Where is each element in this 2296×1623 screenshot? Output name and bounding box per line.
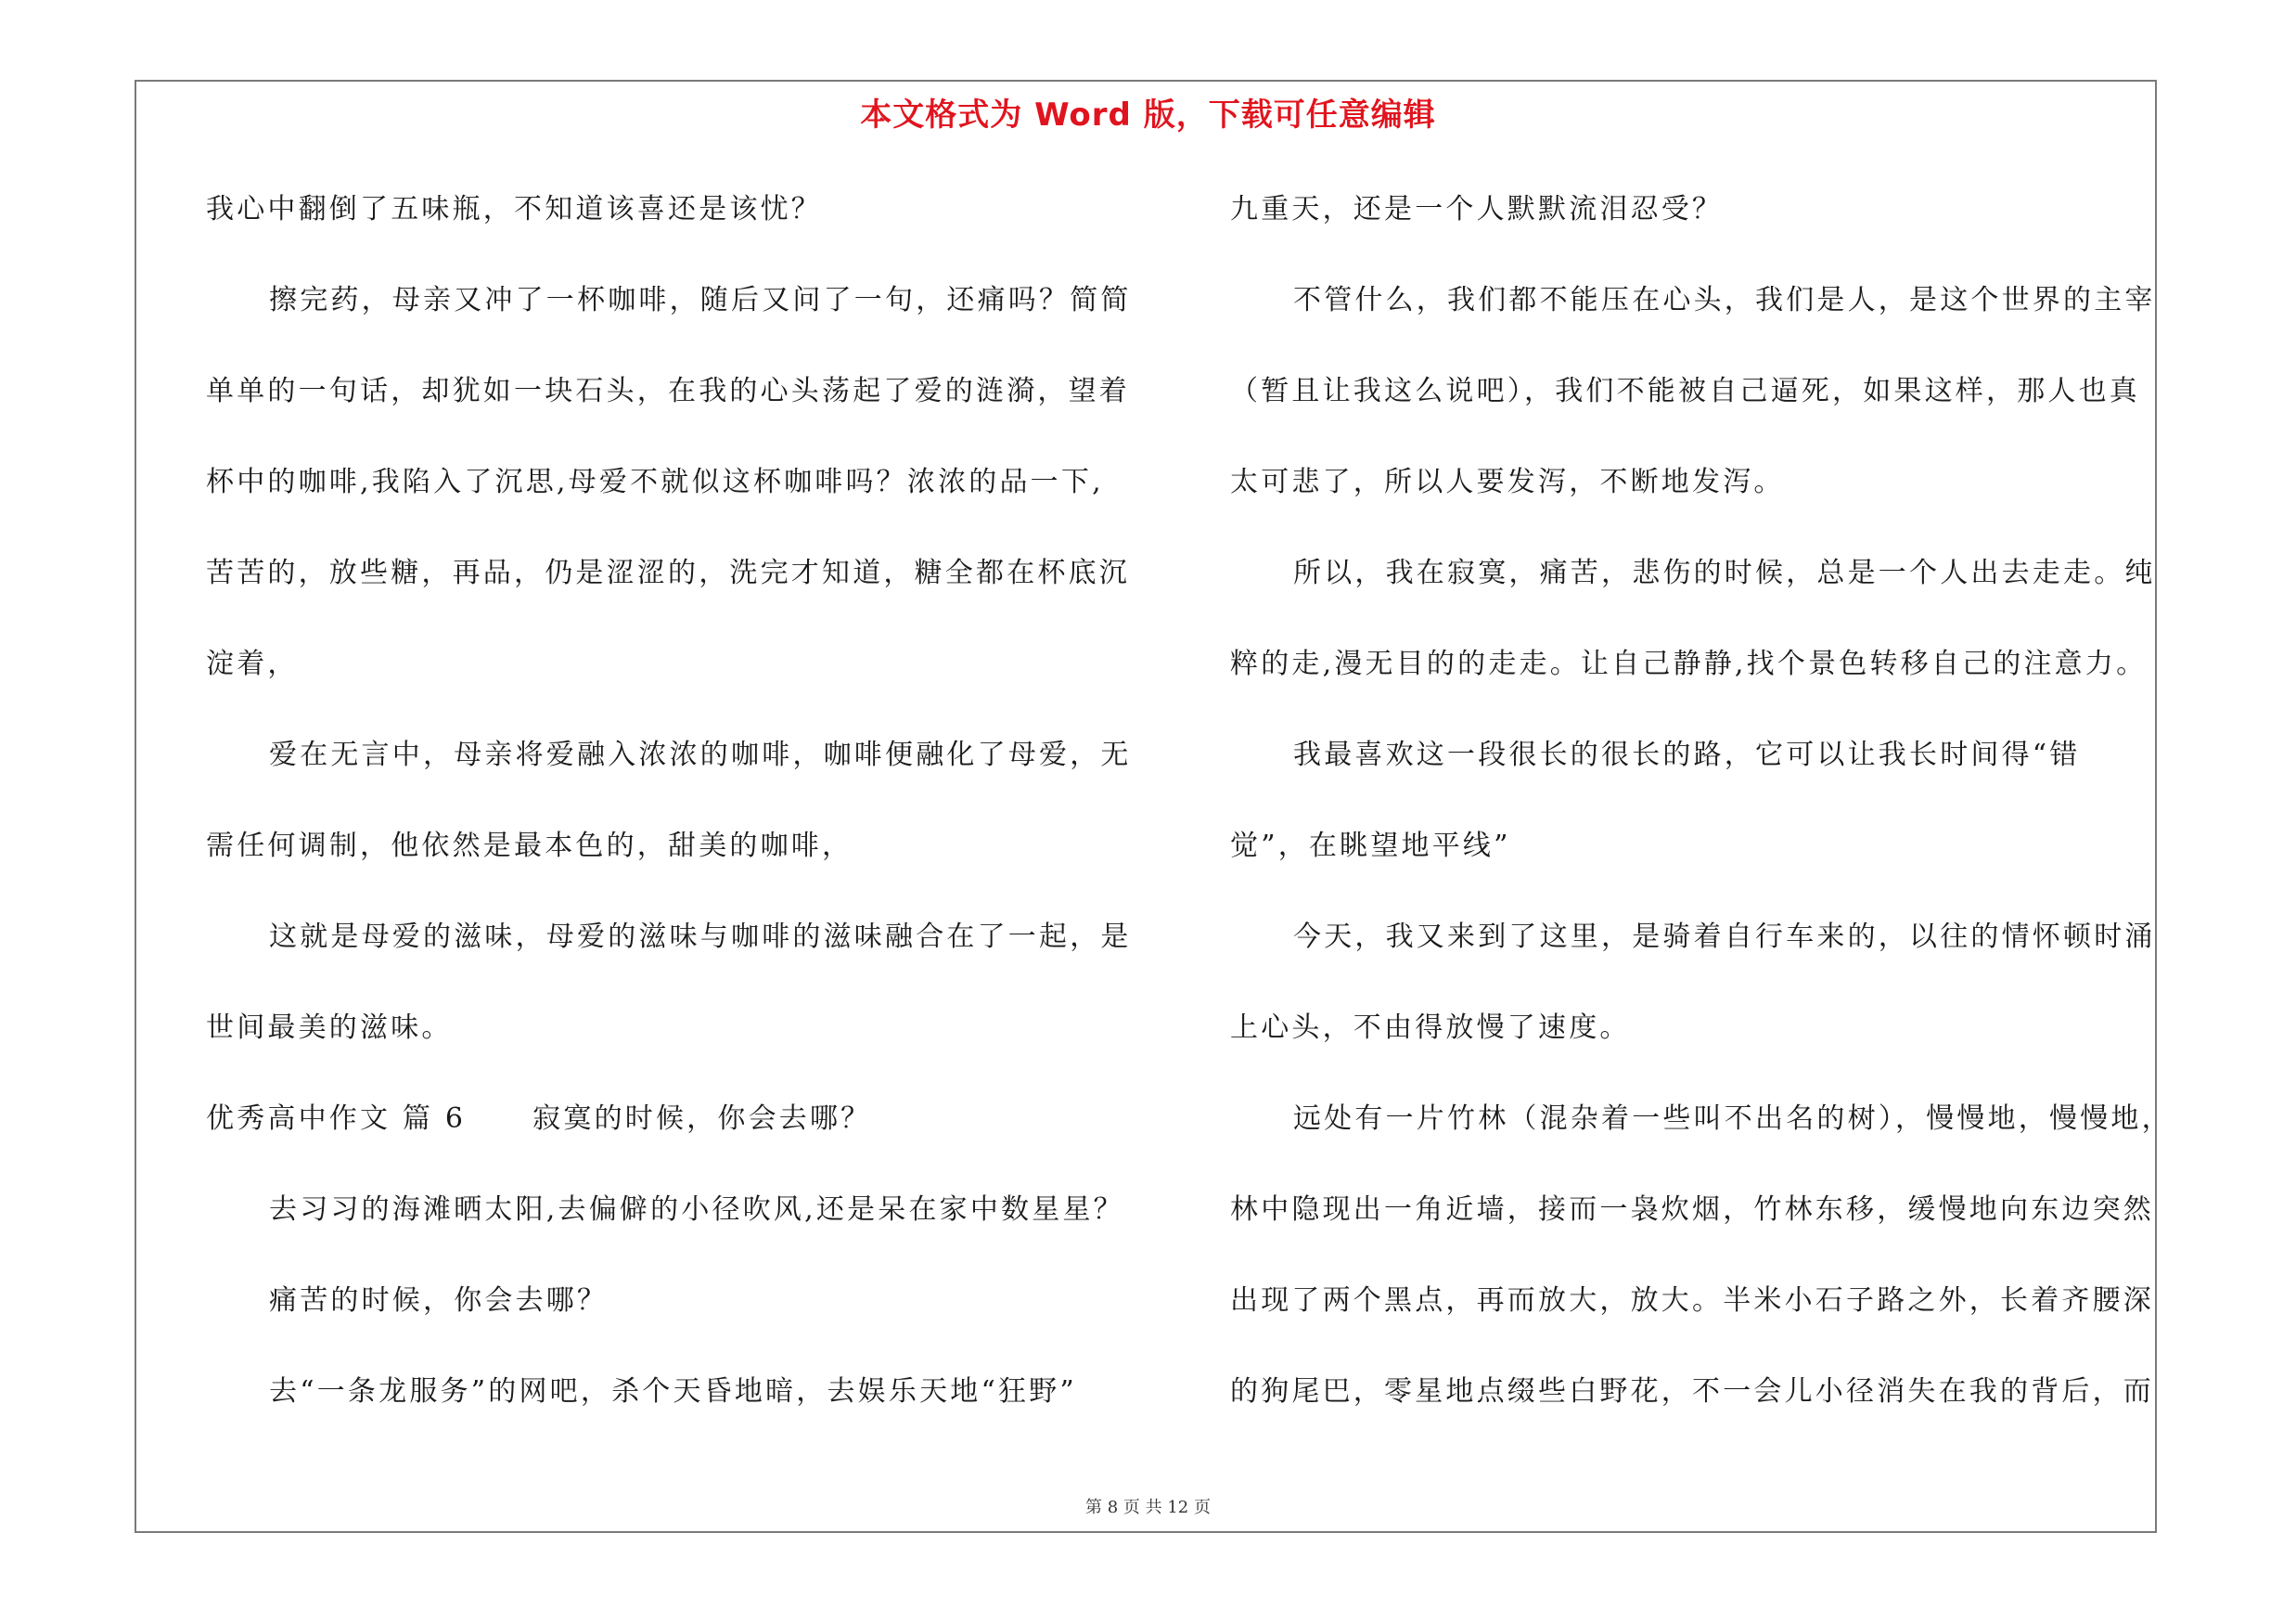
paragraph-line: 今天，我又来到了这里，是骑着自行车来的，以往的情怀顿时涌 [1293, 921, 2156, 953]
paragraph-line: 林中隐现出一角近墙，接而一袅炊烟，竹林东移，缓慢地向东边突然 [1230, 1193, 2154, 1226]
paragraph-line: 需任何调制，他依然是最本色的，甜美的咖啡， [206, 830, 853, 862]
paragraph-line: 爱在无言中，母亲将爱融入浓浓的咖啡，咖啡便融化了母爱，无 [269, 739, 1132, 771]
paragraph-line: 所以，我在寂寞，痛苦，悲伤的时候，总是一个人出去走走。纯 [1293, 557, 2156, 589]
paragraph-line: 痛苦的时候，你会去哪？ [269, 1284, 609, 1317]
paragraph-line: 太可悲了，所以人要发泻，不断地发泻。 [1230, 466, 1785, 498]
paragraph-line: 我最喜欢这一段很长的很长的路，它可以让我长时间得“错 [1293, 739, 2081, 771]
paragraph-line: 单单的一句话，却犹如一块石头，在我的心头荡起了爱的涟漪，望着 [206, 375, 1130, 407]
section-title: 优秀高中作文 篇 6 [206, 1102, 467, 1135]
paragraph-line: 去“一条龙服务”的网吧，杀个天昏地暗，去娱乐天地“狂野” [269, 1375, 1077, 1408]
paragraph-line: 去习习的海滩晒太阳,去偏僻的小径吹风,还是呆在家中数星星？ [269, 1193, 1124, 1226]
paragraph-line: 淀着， [206, 648, 299, 680]
paragraph-line: 觉”，在眺望地平线” [1230, 830, 1511, 862]
editable-notice-banner: 本文格式为 Word 版，下载可任意编辑 [860, 97, 1436, 134]
paragraph-line: 远处有一片竹林（混杂着一些叫不出名的树），慢慢地，慢慢地， [1293, 1102, 2173, 1135]
paragraph-line: 不管什么，我们都不能压在心头，我们是人，是这个世界的主宰 [1293, 284, 2156, 316]
paragraph-line: 杯中的咖啡,我陷入了沉思,母爱不就似这杯咖啡吗？浓浓的品一下, [206, 466, 1104, 498]
page-number-footer: 第 8 页 共 12 页 [1085, 1498, 1211, 1517]
paragraph-line: 九重天，还是一个人默默流泪忍受？ [1230, 193, 1724, 225]
paragraph-line: 的狗尾巴，零星地点缀些白野花，不一会儿小径消失在我的背后，而 [1230, 1375, 2154, 1408]
section-question: 寂寞的时候，你会去哪？ [532, 1102, 872, 1135]
paragraph-line: 世间最美的滋味。 [206, 1011, 453, 1044]
paragraph-line: 擦完药，母亲又冲了一杯咖啡，随后又问了一句，还痛吗？简简 [269, 284, 1132, 316]
paragraph-line: 我心中翻倒了五味瓶，不知道该喜还是该忧？ [206, 193, 822, 225]
paragraph-line: 出现了两个黑点，再而放大，放大。半米小石子路之外，长着齐腰深 [1230, 1284, 2154, 1317]
paragraph-line: 上心头，不由得放慢了速度。 [1230, 1011, 1631, 1044]
right-text-column [1230, 182, 2173, 1455]
paragraph-line: 这就是母爱的滋味，母爱的滋味与咖啡的滋味融合在了一起，是 [269, 921, 1132, 953]
section-heading [206, 1091, 1124, 1182]
paragraph-line: （暂且让我这么说吧），我们不能被自己逼死，如果这样，那人也真 [1230, 375, 2140, 407]
paragraph-line: 粹的走,漫无目的的走走。让自己静静,找个景色转移自己的注意力。 [1230, 648, 2148, 680]
left-text-column [206, 182, 1132, 1455]
paragraph-line: 苦苦的，放些糖，再品，仍是涩涩的，洗完才知道，糖全都在杯底沉 [206, 557, 1130, 589]
